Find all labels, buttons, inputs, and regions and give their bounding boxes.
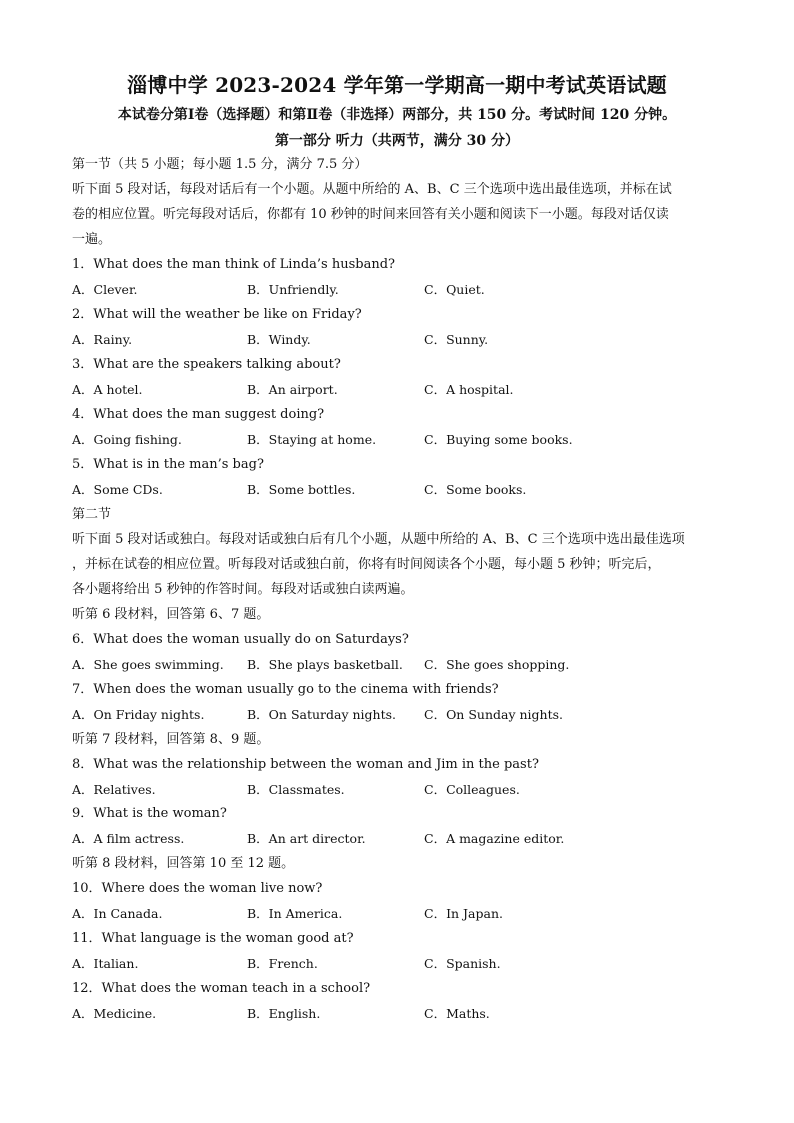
question-7: 7．When does the woman usually go to the cinema with friends? <box>72 682 499 697</box>
option-b: B．Some bottles. <box>247 482 356 497</box>
section-two-instruction-line: 听下面 5 段对话或独白。每段对话或独白后有几个小题，从题中所给的 A、B、C 三个选项中选出最佳选项 <box>72 532 685 547</box>
option-b: B．Classmates. <box>247 782 345 797</box>
question-11-options <box>72 951 722 976</box>
question-7-options <box>72 702 722 727</box>
option-a: A．She goes swimming. <box>72 657 224 672</box>
question-6-options <box>72 652 722 677</box>
option-b: B．She plays basketball. <box>247 657 403 672</box>
option-b: B．French. <box>247 956 318 971</box>
option-a: A．In Canada. <box>72 906 163 921</box>
question-6: 6．What does the woman usually do on Saturdays? <box>72 632 409 647</box>
question-5: 5．What is in the man’s bag? <box>72 457 264 472</box>
material-note-6: 听第 6 段材料，回答第 6、7 题。 <box>72 607 270 622</box>
option-b: B．Staying at home. <box>247 432 377 447</box>
question-8-options <box>72 777 722 802</box>
option-c: C．A magazine editor. <box>424 831 565 846</box>
question-1-options <box>72 277 722 302</box>
section-two-heading: 第二节 <box>72 507 112 522</box>
option-c: C．She goes shopping. <box>424 657 570 672</box>
option-c: C．On Sunday nights. <box>424 707 564 722</box>
option-b: B．In America. <box>247 906 343 921</box>
exam-subtitle: 本试卷分第Ⅰ卷（选择题）和第Ⅱ卷（非选择）两部分，共 150 分。考试时间 120 分钟。 <box>117 107 677 123</box>
option-a: A．A hotel. <box>72 382 143 397</box>
material-note-7: 听第 7 段材料，回答第 8、9 题。 <box>72 732 270 747</box>
question-3-options <box>72 377 722 402</box>
option-c: C．Quiet. <box>424 282 485 297</box>
option-c: C．Some books. <box>424 482 527 497</box>
question-11: 11．What language is the woman good at? <box>72 931 354 946</box>
question-4: 4．What does the man suggest doing? <box>72 407 325 422</box>
option-b: B．An airport. <box>247 382 338 397</box>
section-one-instruction-line: 听下面 5 段对话，每段对话后有一个小题。从题中所给的 A、B、C 三个选项中选出最佳选项，并标在试 <box>72 182 672 197</box>
option-a: A．Some CDs. <box>72 482 163 497</box>
option-a: A．Medicine. <box>72 1006 157 1021</box>
option-c: C．Maths. <box>424 1006 490 1021</box>
question-12-options <box>72 1001 722 1026</box>
question-5-options <box>72 477 722 502</box>
option-a: A．A film actress. <box>72 831 185 846</box>
option-a: A．Rainy. <box>72 332 133 347</box>
question-9-options <box>72 826 722 851</box>
option-b: B．An art director. <box>247 831 366 846</box>
option-b: B．Windy. <box>247 332 311 347</box>
question-10: 10．Where does the woman live now? <box>72 881 323 896</box>
section-one-instruction-line: 一遍。 <box>72 232 112 247</box>
question-1: 1．What does the man think of Linda’s husband? <box>72 257 395 272</box>
option-c: C．Colleagues. <box>424 782 520 797</box>
section-two-instruction-line: 各小题将给出 5 秒钟的作答时间。每段对话或独白读两遍。 <box>72 582 414 597</box>
option-a: A．Clever. <box>72 282 138 297</box>
question-10-options <box>72 901 722 926</box>
question-4-options <box>72 427 722 452</box>
option-c: C．Spanish. <box>424 956 501 971</box>
part-one-title: 第一部分 听力（共两节，满分 30 分） <box>274 133 520 149</box>
section-one-instruction-line: 卷的相应位置。听完每段对话后，你都有 10 秒钟的时间来回答有关小题和阅读下一小题。每段对话仅读 <box>72 207 669 222</box>
page-title: 淄博中学 2023-2024 学年第一学期高一期中考试英语试题 <box>127 73 667 97</box>
option-c: C．Buying some books. <box>424 432 573 447</box>
question-2: 2．What will the weather be like on Friday? <box>72 307 362 322</box>
option-c: C．Sunny. <box>424 332 489 347</box>
question-9: 9．What is the woman? <box>72 806 227 821</box>
option-b: B．English. <box>247 1006 321 1021</box>
section-one-heading: 第一节（共 5 小题；每小题 1.5 分，满分 7.5 分） <box>72 157 368 172</box>
question-12: 12．What does the woman teach in a school? <box>72 981 371 996</box>
section-two-instruction-line: ，并标在试卷的相应位置。听每段对话或独白前，你将有时间阅读各个小题，每小题 5 秒钟；听完后， <box>72 557 661 572</box>
option-a: A．Going fishing. <box>72 432 182 447</box>
question-2-options <box>72 327 722 352</box>
material-note-8: 听第 8 段材料，回答第 10 至 12 题。 <box>72 856 295 871</box>
option-b: B．Unfriendly. <box>247 282 339 297</box>
option-c: C．A hospital. <box>424 382 514 397</box>
option-a: A．On Friday nights. <box>72 707 205 722</box>
option-a: A．Italian. <box>72 956 139 971</box>
option-c: C．In Japan. <box>424 906 503 921</box>
option-a: A．Relatives. <box>72 782 156 797</box>
option-b: B．On Saturday nights. <box>247 707 397 722</box>
question-8: 8．What was the relationship between the woman and Jim in the past? <box>72 757 539 772</box>
question-3: 3．What are the speakers talking about? <box>72 357 341 372</box>
